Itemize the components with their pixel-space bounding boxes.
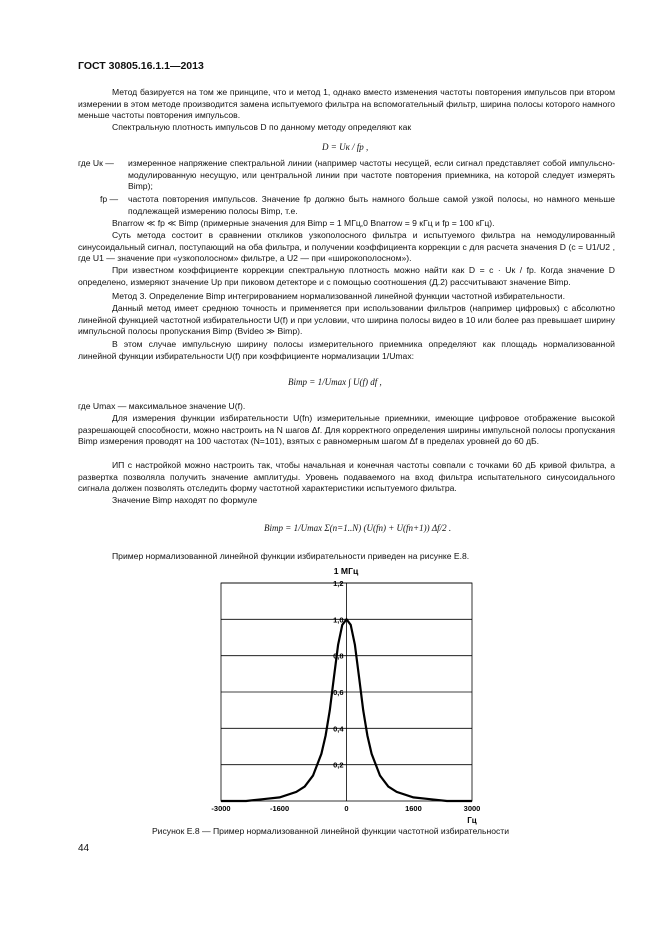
document-header: ГОСТ 30805.16.1.1—2013 (78, 60, 204, 72)
x-tick-label-3: 1600 (405, 804, 422, 813)
paragraph-method-basis: Метод базируется на том же принципе, что и метод 1, однако вместо изменения частоты повторения импульсов при втором измерении в этом методе производится замена испытуемого фильтра на вспомогательный фильтр, ширина полосы которого намного меньше частоты повторения импульсов. (78, 87, 615, 121)
y-tick-label-5: 1,2 (333, 579, 344, 588)
paragraph-method-essence: Суть метода состоит в сравнении откликов узкополосного фильтра и испытуемого фильтра на немодулированный синусоидальный сигнал, поступающий на оба фильтра, и получении коэффициента коррекции c для расчета значения D (c = U1/U2 , где U1 — значение при «узкополосном» фильтре, а U2 — при «широкополосном»). (78, 230, 615, 264)
page-number: 44 (78, 843, 90, 854)
paragraph-correction-coefficient: При известном коэффициенте коррекции спектральную плотность можно найти как D = c · Uк / fp. Когда значение D определено, измеряют значение Up при пиковом детекторе и с помощью соотношения (Д.2) рассчитывают значение Bimp. (78, 265, 615, 287)
y-tick-label-3: 0,8 (333, 651, 344, 661)
paragraph-impulse-bandwidth: В этом случае импульсную ширину полосы измерительного приемника определяют как площадь нормализованной линейной функции избирательности U(f) при коэффициенте нормализации 1/Umax: (78, 339, 615, 361)
selectivity-chart (0, 560, 661, 830)
x-tick-label-4: 3000 (463, 804, 481, 813)
paragraph-formula-intro: Значение Bimp находят по формуле (112, 495, 258, 505)
x-tick-label-1: -1600 (269, 804, 290, 813)
paragraph-tuning: ИП с настройкой можно настроить так, чтобы начальная и конечная частоты совпали с точками 60 дБ кривой фильтра, а развертка позволяла получить значение амплитуды. Уровень подаваемого на вход фильтра испытательного синусоидального сигнала должен позволять отследить форму частотной характеристики испытуемого фильтра. (78, 460, 615, 494)
paragraph-spectral-density: Спектральную плотность импульсов D по данному методу определяют как (112, 122, 412, 132)
x-tick-label-0: -3000 (211, 804, 231, 813)
definition-fp-term: fp — (100, 194, 119, 204)
formula-integral: Bimp = 1/Umax ∫ U(f) df , (288, 377, 382, 387)
definition-uk-term: где Uк — (78, 158, 114, 168)
paragraph-measurement-steps: Для измерения функции избирательности U(fn) измерительные приемники, имеющие цифровое отображение высокой разрешающей способности, можно настроить на N шагов Δf. Для корректного определения ширины импульсной полосы пропускания Bimp измерения проводят на 100 частотах (N=101), взятых с равномерным шагом Δf в пределах уровней до 60 дБ. (78, 413, 615, 447)
definition-narrow-band: Bnarrow ≪ fp ≪ Bimp (примерные значения для Bimp = 1 МГц,0 Bnarrow = 9 кГц и fp = 100 кГц). (112, 218, 495, 228)
formula-spectral-density: D = Uк / fp , (322, 142, 369, 152)
x-tick-label-2: 0 (344, 804, 349, 813)
y-tick-label-2: 0,6 (333, 688, 344, 697)
paragraph-method-3: Метод 3. Определение Bimp интегрированием нормализованной линейной функции частотной избирательности. (112, 291, 565, 301)
paragraph-umax-definition: где Umax — максимальное значение U(f). (78, 401, 246, 411)
y-tick-label-4: 1,0 (333, 615, 344, 625)
chart-title: 1 МГц (333, 566, 359, 576)
paragraph-figure-reference: Пример нормализованной линейной функции избирательности приведен на рисунке Е.8. (112, 551, 470, 561)
definition-uk-text: измеренное напряжение спектральной линии (например частоты несущей, если сигнал представляет собой импульсно-модулированную несущую, или центральной линии при частоте повторения приемника, на которой следует измерять Bimp); (128, 158, 615, 192)
definition-fp-text: частота повторения импульсов. Значение fp должно быть намного больше самой узкой полосы, но намного меньше подлежащей измерению полосы Bimp, т.е. (128, 194, 615, 216)
formula-sum: Bimp = 1/Umax Σ(n=1..N) (U(fn) + U(fn+1)) Δf/2 . (264, 523, 452, 533)
x-axis-label: Гц (467, 816, 477, 825)
y-tick-label-1: 0,4 (333, 724, 344, 734)
paragraph-method-accuracy: Данный метод имеет среднюю точность и применяется при использовании фильтров (например цифровых) с абсолютно линейной функцией частотной избирательности U(f) и при условии, что ширина полосы видео в 10 или более раз превышает ширину импульсной полосы пропускания Bimp (Bvideo ≫ Bimp). (78, 303, 615, 337)
figure-caption: Рисунок Е.8 — Пример нормализованной линейной функции частотной избирательности (151, 826, 510, 836)
x-axis-ticks (211, 804, 480, 813)
y-tick-label-0: 0,2 (333, 760, 344, 770)
